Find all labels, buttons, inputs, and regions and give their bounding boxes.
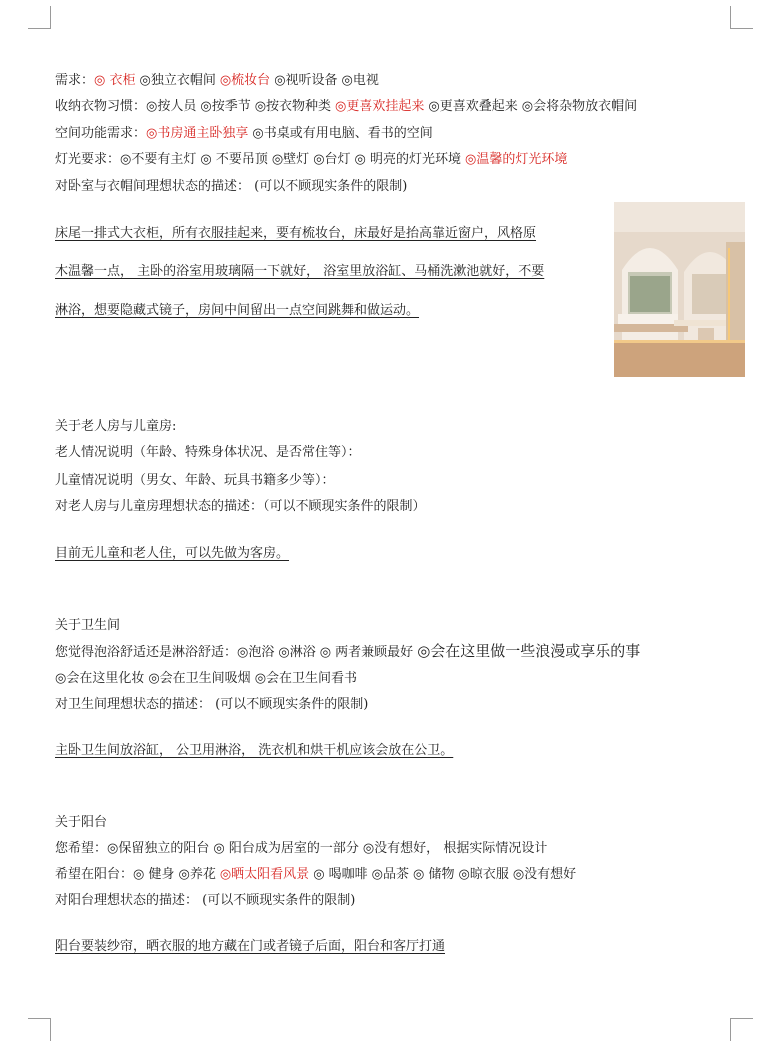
- elder-child-title: 关于老人房与儿童房:: [55, 419, 177, 434]
- checkbox-option: ◎淋浴: [278, 645, 316, 660]
- checkbox-option: ◎梳妆台: [219, 73, 271, 88]
- checkbox-option: ◎ 喝咖啡: [313, 867, 368, 882]
- checkbox-option: ◎品茶: [371, 867, 410, 882]
- checkbox-option: ◎泡浴: [237, 645, 275, 660]
- bedroom-prompt: 对卧室与衣帽间理想状态的描述： (可以不顾现实条件的限制): [55, 179, 408, 194]
- lighting-line: [55, 151, 571, 169]
- balcony-prompt: 对阳台理想状态的描述： (可以不顾现实条件的限制): [55, 893, 356, 908]
- balcony-activities-label: 希望在阳台：: [55, 867, 134, 882]
- balcony-answer: 阳台要装纱帘，晒衣服的地方藏在门或者镜子后面，阳台和客厅打通: [55, 939, 446, 954]
- crop-mark-bottom-left: [28, 1018, 51, 1041]
- bathroom-title: 关于卫生间: [55, 618, 121, 633]
- lighting-label: 灯光要求：: [55, 152, 121, 167]
- bath-habits-line: [55, 670, 361, 688]
- checkbox-option: ◎ 储物: [413, 867, 455, 882]
- bath-extra-option: ◎会在这里做一些浪漫或享乐的事: [417, 642, 641, 660]
- needs-label: 需求：: [55, 73, 95, 88]
- checkbox-option: ◎没有想好: [512, 867, 577, 882]
- needs-line: [55, 72, 383, 90]
- space-line: [55, 125, 437, 143]
- checkbox-option: ◎按季节: [200, 99, 251, 114]
- bedroom-answer-line-3: 淋浴，想要隐藏式镜子，房间中间留出一点空间跳舞和做运动。: [55, 303, 420, 318]
- bedroom-answer-line-1: 床尾一排式大衣柜，所有衣服挂起来，要有梳妆台，床最好是抬高靠近窗户，风格原: [55, 226, 537, 241]
- checkbox-option: ◎独立衣帽间: [139, 73, 216, 88]
- checkbox-option: ◎不要有主灯: [120, 152, 197, 167]
- crop-mark-bottom-right: [730, 1018, 753, 1041]
- checkbox-option: ◎晒太阳看风景: [219, 867, 310, 882]
- balcony-title: 关于阳台: [55, 815, 108, 830]
- bathroom-prompt: 对卫生间理想状态的描述： (可以不顾现实条件的限制): [55, 697, 369, 712]
- crop-mark-top-left: [28, 6, 51, 29]
- elder-child-prompt: 对老人房与儿童房理想状态的描述：（可以不顾现实条件的限制）: [55, 499, 426, 514]
- child-info-prompt: 儿童情况说明（男女、年龄、玩具书籍多少等）：: [55, 473, 335, 488]
- storage-label: 收纳衣物习惯：: [55, 99, 147, 114]
- option-list: [94, 73, 383, 88]
- checkbox-option: ◎会在这里化妆: [55, 671, 145, 686]
- checkbox-option: ◎没有想好， 根据实际情况设计: [362, 841, 548, 856]
- crop-mark-top-right: [730, 6, 753, 29]
- space-label: 空间功能需求：: [55, 126, 147, 141]
- bath-preference-line: [55, 642, 640, 662]
- bedroom-photo-drawing: [614, 202, 745, 377]
- checkbox-option: ◎书桌或有用电脑、看书的空间: [252, 126, 433, 141]
- checkbox-option: ◎会在卫生间看书: [254, 671, 358, 686]
- checkbox-option: ◎温馨的灯光环境: [465, 152, 568, 167]
- checkbox-option: ◎晾衣服: [458, 867, 509, 882]
- checkbox-option: ◎会在卫生间吸烟: [148, 671, 251, 686]
- checkbox-option: ◎ 阳台成为居室的一部分: [213, 841, 359, 856]
- checkbox-option: ◎ 两者兼顾最好: [319, 645, 414, 660]
- option-list: [120, 152, 571, 167]
- checkbox-option: ◎按人员: [146, 99, 197, 114]
- checkbox-option: ◎养花: [178, 867, 216, 882]
- bath-preference-label: 您觉得泡浴舒适还是淋浴舒适：: [55, 645, 238, 660]
- checkbox-option: ◎保留独立的阳台: [107, 841, 210, 856]
- option-list: [146, 99, 641, 114]
- bedroom-reference-photo: [614, 202, 745, 377]
- checkbox-option: ◎电视: [341, 73, 379, 88]
- checkbox-option: ◎壁灯: [271, 152, 310, 167]
- elder-child-answer: 目前无儿童和老人住，可以先做为客房。: [55, 546, 290, 561]
- checkbox-option: ◎更喜欢挂起来: [335, 99, 425, 114]
- checkbox-option: ◎台灯: [313, 152, 351, 167]
- balcony-activities-line: [55, 866, 580, 884]
- checkbox-option: ◎会将杂物放衣帽间: [521, 99, 638, 114]
- bathroom-answer: 主卧卫生间放浴缸， 公卫用淋浴， 洗衣机和烘干机应该会放在公卫。: [55, 743, 454, 758]
- checkbox-option: ◎按衣物种类: [254, 99, 332, 114]
- checkbox-option: ◎ 衣柜: [94, 73, 136, 88]
- elder-info-prompt: 老人情况说明（年龄、特殊身体状况、是否常住等）：: [55, 445, 361, 460]
- checkbox-option: ◎ 健身: [133, 867, 175, 882]
- checkbox-option: ◎视听设备: [274, 73, 338, 88]
- checkbox-option: ◎更喜欢叠起来: [428, 99, 518, 114]
- storage-line: [55, 98, 641, 116]
- checkbox-option: ◎ 明亮的灯光环境: [354, 152, 462, 167]
- checkbox-option: ◎ 不要吊顶: [200, 152, 268, 167]
- checkbox-option: ◎书房通主卧独享: [146, 126, 249, 141]
- option-list: [55, 671, 361, 686]
- balcony-hope-label: 您希望：: [55, 841, 108, 856]
- bedroom-answer-line-2: 木温馨一点， 主卧的浴室用玻璃隔一下就好， 浴室里放浴缸、马桶洗漱池就好，不要: [55, 264, 545, 279]
- option-list: [237, 645, 417, 660]
- balcony-hope-line: [55, 840, 551, 858]
- option-list: [107, 841, 551, 856]
- option-list: [146, 126, 437, 141]
- option-list: [133, 867, 580, 882]
